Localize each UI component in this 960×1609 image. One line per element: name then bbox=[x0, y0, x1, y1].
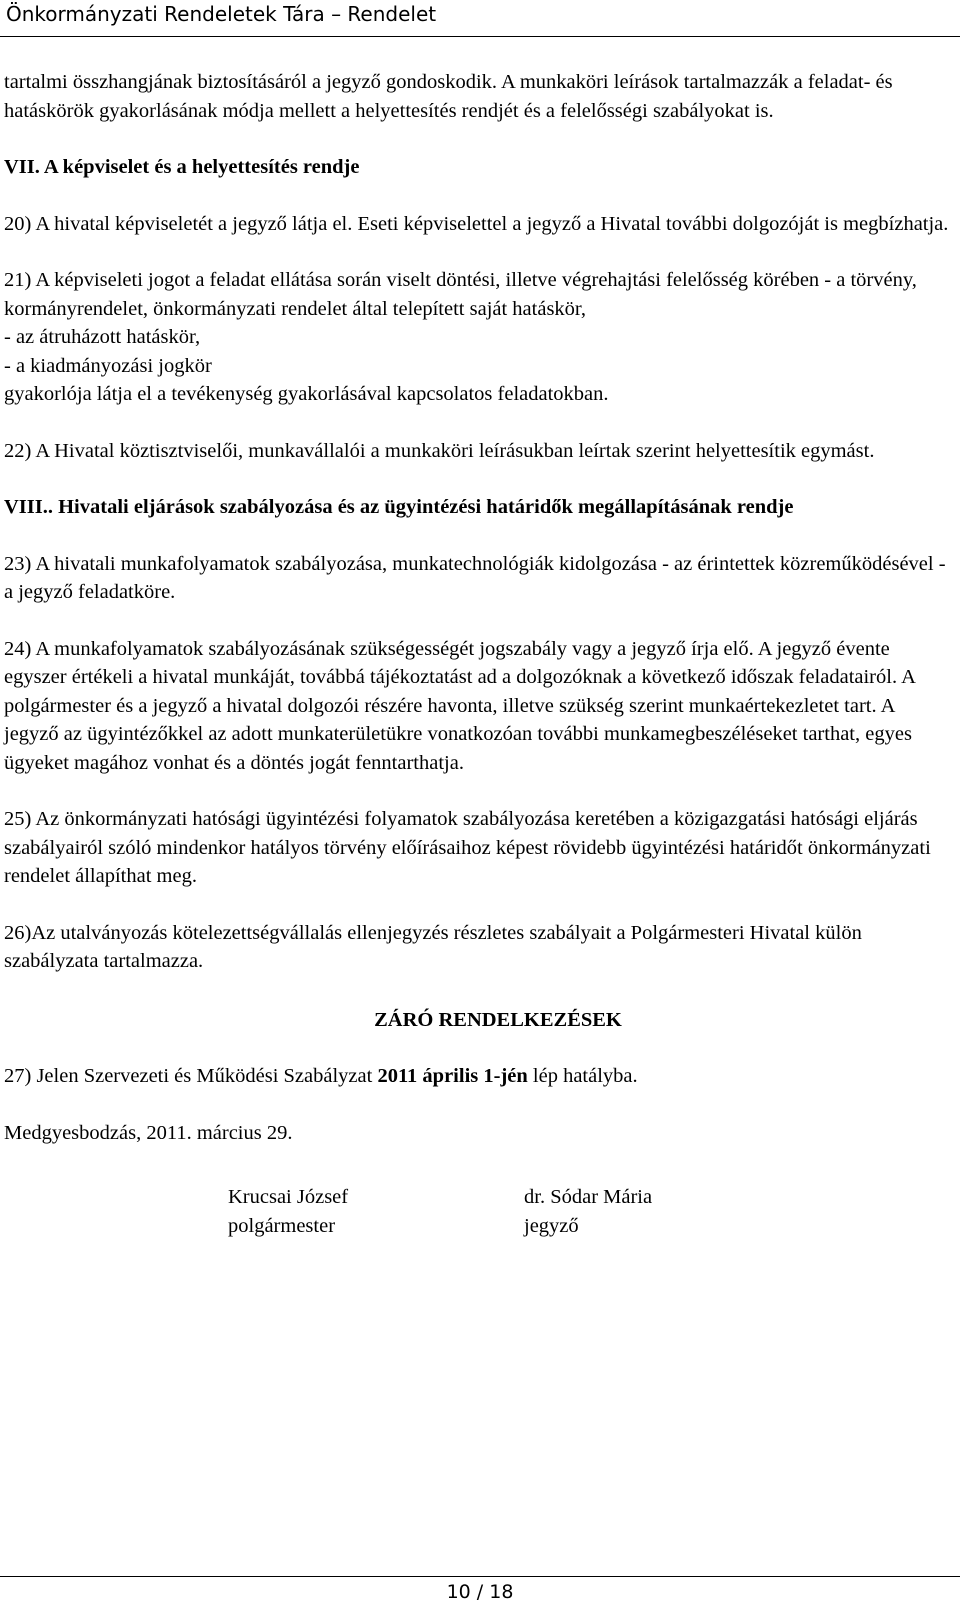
place-date: Medgyesbodzás, 2011. március 29. bbox=[4, 1121, 293, 1144]
header-title: Önkormányzati Rendeletek Tára – Rendelet bbox=[6, 2, 437, 26]
signature-notary bbox=[524, 1183, 652, 1240]
effective-date: 2011 április 1-jén bbox=[377, 1065, 528, 1087]
paragraph-20: 20) A hivatal képviseletét a jegyző látja el. Eseti képviselettel a jegyző a Hivatal további dolgozóját is megbízhatja. bbox=[4, 212, 949, 235]
paragraph-intro: tartalmi összhangjának biztosításáról a jegyző gondoskodik. A munkaköri leírások tartalmazzák a feladat- és hatáskörök gyakorlásának módja mellett a helyettesítés rendjét és a felelősségi szabályokat is. bbox=[4, 71, 893, 122]
paragraph-27-text: 27) Jelen Szervezeti és Működési Szabályzat bbox=[4, 1065, 378, 1087]
paragraph-25: 25) Az önkormányzati hatósági ügyintézési folyamatok szabályozása keretében a közigazgatási hatósági eljárás szabályairól szóló mindenkor hatályos törvény előírásaihoz képest rövidebb ügyintézési határidőt önkormányzati rendelet állapíthat meg. bbox=[4, 808, 931, 887]
section-heading-viii: VIII.. Hivatali eljárások szabályozása és az ügyintézési határidők megállapításának rendje bbox=[4, 496, 794, 518]
signature-name: dr. Sódar Mária bbox=[524, 1186, 653, 1208]
paragraph-21-line-4: gyakorlója látja el a tevékenység gyakorlásával kapcsolatos feladatokban. bbox=[4, 383, 609, 405]
section-heading-vii: VII. A képviselet és a helyettesítés rendje bbox=[4, 156, 360, 178]
signature-mayor bbox=[228, 1183, 348, 1240]
paragraph-24: 24) A munkafolyamatok szabályozásának szükségességét jogszabály vagy a jegyző írja elő. A jegyző évente egyszer értékeli a hivatal munkáját, továbbá tájékoztatást ad a dolgozóknak a következő időszak feladatairól. A polgármester és a jegyző a hivatal dolgozói részére havonta, illetve szükség szerint munkaértekezletet tart. A jegyző az ügyintézőkkel az adott munkaterületükre vonatkozóan további munkamegbeszéléseket tarthat, egyes ügyeket magához vonhat és a döntés jogát fenntarthatja. bbox=[4, 637, 915, 774]
paragraph-27-end: lép hatályba. bbox=[527, 1065, 638, 1087]
page-footer bbox=[0, 1576, 960, 1603]
signature-role: polgármester bbox=[228, 1214, 336, 1237]
closing-title: ZÁRÓ RENDELKEZÉSEK bbox=[374, 1008, 622, 1031]
page-number: 10 / 18 bbox=[446, 1581, 514, 1603]
paragraph-21-line-1: 21) A képviseleti jogot a feladat ellátása során viselt döntési, illetve végrehajtási felelősség körében - a törvény, kormányrendelet, önkormányzati rendelet által telepített saját hatáskör, bbox=[4, 269, 917, 320]
signature-role: jegyző bbox=[524, 1214, 579, 1237]
paragraph-23: 23) A hivatali munkafolyamatok szabályozása, munkatechnológiák kidolgozása - az érintettek közreműködésével - a jegyző feladatköre. bbox=[4, 552, 946, 603]
signature-name: Krucsai József bbox=[228, 1186, 349, 1208]
paragraph-27 bbox=[4, 1062, 952, 1091]
paragraph-22: 22) A Hivatal köztisztviselői, munkavállalói a munkaköri leírásukban leírtak szerint helyettesítik egymást. bbox=[4, 439, 875, 462]
paragraph-21-line-3: - a kiadmányozási jogkör bbox=[4, 354, 212, 377]
page-header bbox=[0, 0, 960, 37]
paragraph-26: 26)Az utalványozás kötelezettségvállalás ellenjegyzés részletes szabályait a Polgármesteri Hivatal külön szabályzata tartalmazza. bbox=[4, 921, 862, 972]
paragraph-21-line-2: - az átruházott hatáskör, bbox=[4, 326, 201, 348]
signature-block bbox=[4, 1183, 952, 1243]
document-body bbox=[4, 68, 952, 1243]
